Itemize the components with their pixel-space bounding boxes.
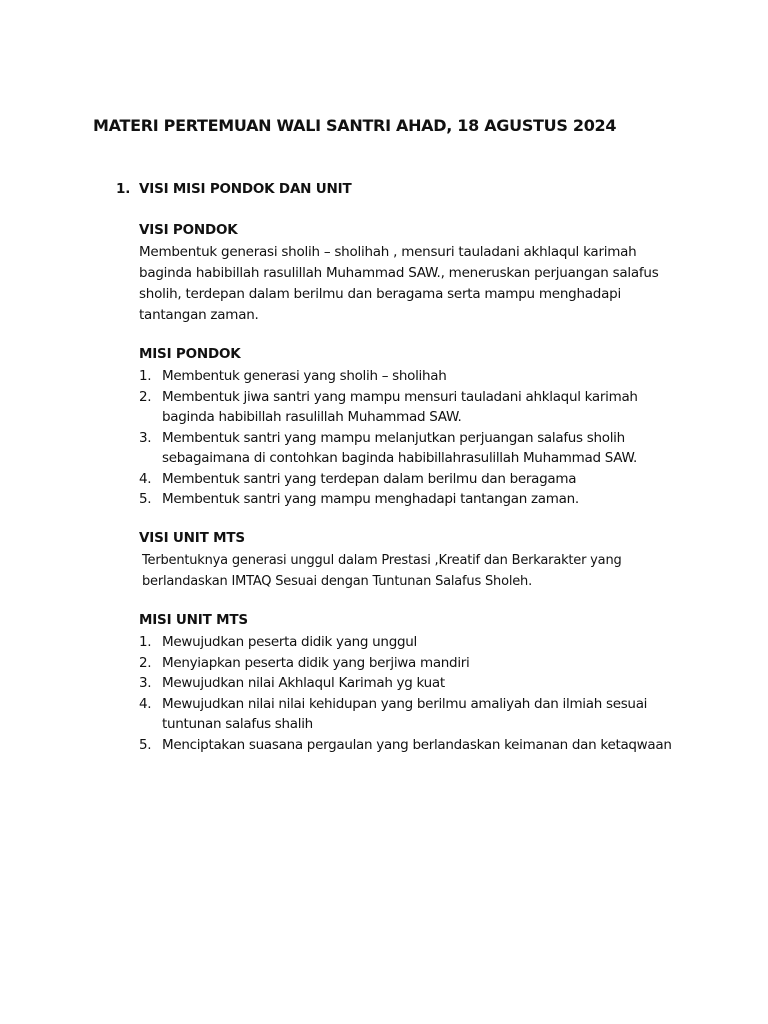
list-item — [139, 428, 667, 469]
list-item-number: 2. — [139, 388, 152, 405]
list-item — [139, 366, 667, 387]
list-item-text: Mewujudkan nilai nilai kehidupan yang berilmu amaliyah dan ilmiah sesuai tuntunan salafus shalih — [162, 695, 648, 732]
list-item — [139, 735, 674, 756]
list-item-number: 3. — [139, 429, 152, 446]
list-item-number: 5. — [139, 491, 152, 507]
document-title: MATERI PERTEMUAN WALI SANTRI AHAD, 18 AGUSTUS 2024 — [93, 116, 617, 135]
visi-pondok-heading: VISI PONDOK — [139, 222, 238, 238]
visi-unit-heading: VISI UNIT MTS — [139, 530, 245, 546]
list-item-text: Membentuk jiwa santri yang mampu mensuri tauladani ahklaqul karimah baginda habibillah rasulillah Muhammad SAW. — [162, 388, 638, 425]
list-item-text: Menciptakan suasana pergaulan yang berlandaskan keimanan dan ketaqwaan — [162, 736, 672, 753]
visi-pondok-text: Membentuk generasi sholih – sholihah , mensuri tauladani akhlaqul karimah baginda habibillah rasulillah Muhammad SAW., meneruskan perjuangan salafus sholih, terdepan dalam berilmu dan beragama serta mampu menghadapi tantangan zaman. — [139, 244, 659, 323]
list-item — [139, 632, 674, 653]
visi-unit-block — [139, 529, 669, 592]
list-item — [139, 387, 667, 428]
list-item — [139, 673, 674, 694]
list-item-number: 4. — [139, 695, 152, 712]
list-item-text: Menyiapkan peserta didik yang berjiwa mandiri — [162, 654, 470, 671]
list-item-number: 2. — [139, 654, 152, 671]
list-item-text: Membentuk santri yang mampu melanjutkan perjuangan salafus sholih sebagaimana di contohkan baginda habibillahrasulillah Muhammad SAW. — [162, 429, 637, 466]
misi-pondok-heading: MISI PONDOK — [139, 346, 241, 362]
list-item — [139, 469, 667, 490]
list-item-text: Membentuk generasi yang sholih – sholihah — [162, 368, 447, 384]
list-item-text: Mewujudkan nilai Akhlaqul Karimah yg kuat — [162, 675, 445, 691]
misi-pondok-block — [139, 345, 667, 510]
section-title: VISI MISI PONDOK DAN UNIT — [139, 181, 352, 197]
misi-unit-block — [139, 611, 674, 755]
misi-unit-list — [139, 632, 674, 755]
list-item-number: 4. — [139, 470, 152, 487]
misi-pondok-list — [139, 366, 667, 510]
list-item-number: 1. — [139, 368, 152, 384]
list-item — [139, 489, 667, 510]
list-item-text: Mewujudkan peserta didik yang unggul — [162, 634, 417, 650]
list-item — [139, 653, 674, 674]
list-item-text: Membentuk santri yang mampu menghadapi tantangan zaman. — [162, 491, 579, 507]
list-item-number: 1. — [139, 634, 152, 650]
section-number: 1. — [116, 181, 131, 197]
list-item-number: 3. — [139, 675, 152, 691]
list-item-text: Membentuk santri yang terdepan dalam berilmu dan beragama — [162, 470, 577, 487]
misi-unit-heading: MISI UNIT MTS — [139, 612, 248, 628]
list-item-number: 5. — [139, 736, 152, 753]
list-item — [139, 694, 674, 735]
visi-pondok-block — [139, 221, 684, 326]
visi-unit-text: Terbentuknya generasi unggul dalam Prestasi ,Kreatif dan Berkarakter yang berlandaskan IMTAQ Sesuai dengan Tuntunan Salafus Sholeh. — [142, 553, 622, 589]
